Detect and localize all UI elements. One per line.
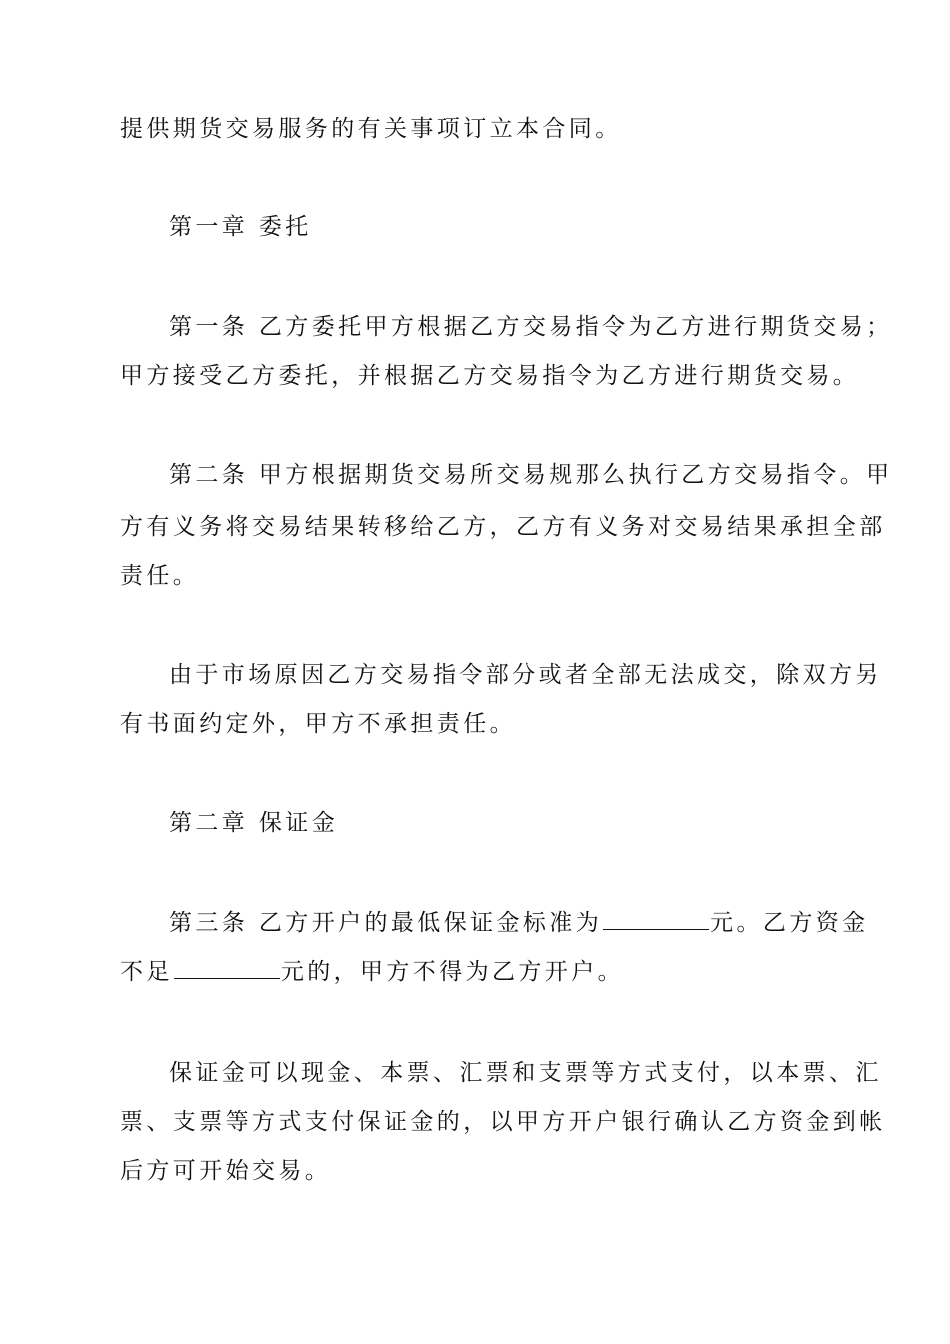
article-3-text-a: 第三条 乙方开户的最低保证金标准为 — [169, 910, 603, 936]
article-1-line-1: 第一条 乙方委托甲方根据乙方交易指令为乙方进行期货交易； — [169, 314, 893, 340]
article-2-line-1: 第二条 甲方根据期货交易所交易规那么执行乙方交易指令。甲 — [169, 462, 893, 488]
margin-line-3: 后方可开始交易。 — [120, 1158, 332, 1184]
article-3-line-1 — [169, 908, 869, 938]
paragraph-line-1: 由于市场原因乙方交易指令部分或者全部无法成交，除双方另 — [169, 662, 882, 688]
amount-blank-2 — [174, 958, 280, 979]
article-3-line-2 — [120, 957, 832, 987]
margin-line-2: 票、支票等方式支付保证金的，以甲方开户银行确认乙方资金到帐 — [120, 1109, 886, 1135]
margin-line-1: 保证金可以现金、本票、汇票和支票等方式支付，以本票、汇 — [169, 1060, 882, 1086]
article-3-text-d: 元的，甲方不得为乙方开户。 — [280, 959, 625, 985]
chapter-1-title: 第一章 委托 — [169, 214, 312, 240]
article-3-text-b: 元。乙方资金 — [710, 910, 869, 936]
chapter-2-title: 第二章 保证金 — [169, 810, 339, 836]
article-1-line-2: 甲方接受乙方委托，并根据乙方交易指令为乙方进行期货交易。 — [120, 363, 860, 389]
article-2-line-3: 责任。 — [120, 563, 200, 589]
article-2-line-2: 方有义务将交易结果转移给乙方，乙方有义务对交易结果承担全部 — [120, 514, 886, 540]
intro-line: 提供期货交易服务的有关事项订立本合同。 — [120, 116, 622, 142]
paragraph-line-2: 有书面约定外，甲方不承担责任。 — [120, 711, 516, 737]
article-3-text-c: 不足 — [120, 959, 173, 985]
amount-blank-1 — [603, 909, 709, 930]
